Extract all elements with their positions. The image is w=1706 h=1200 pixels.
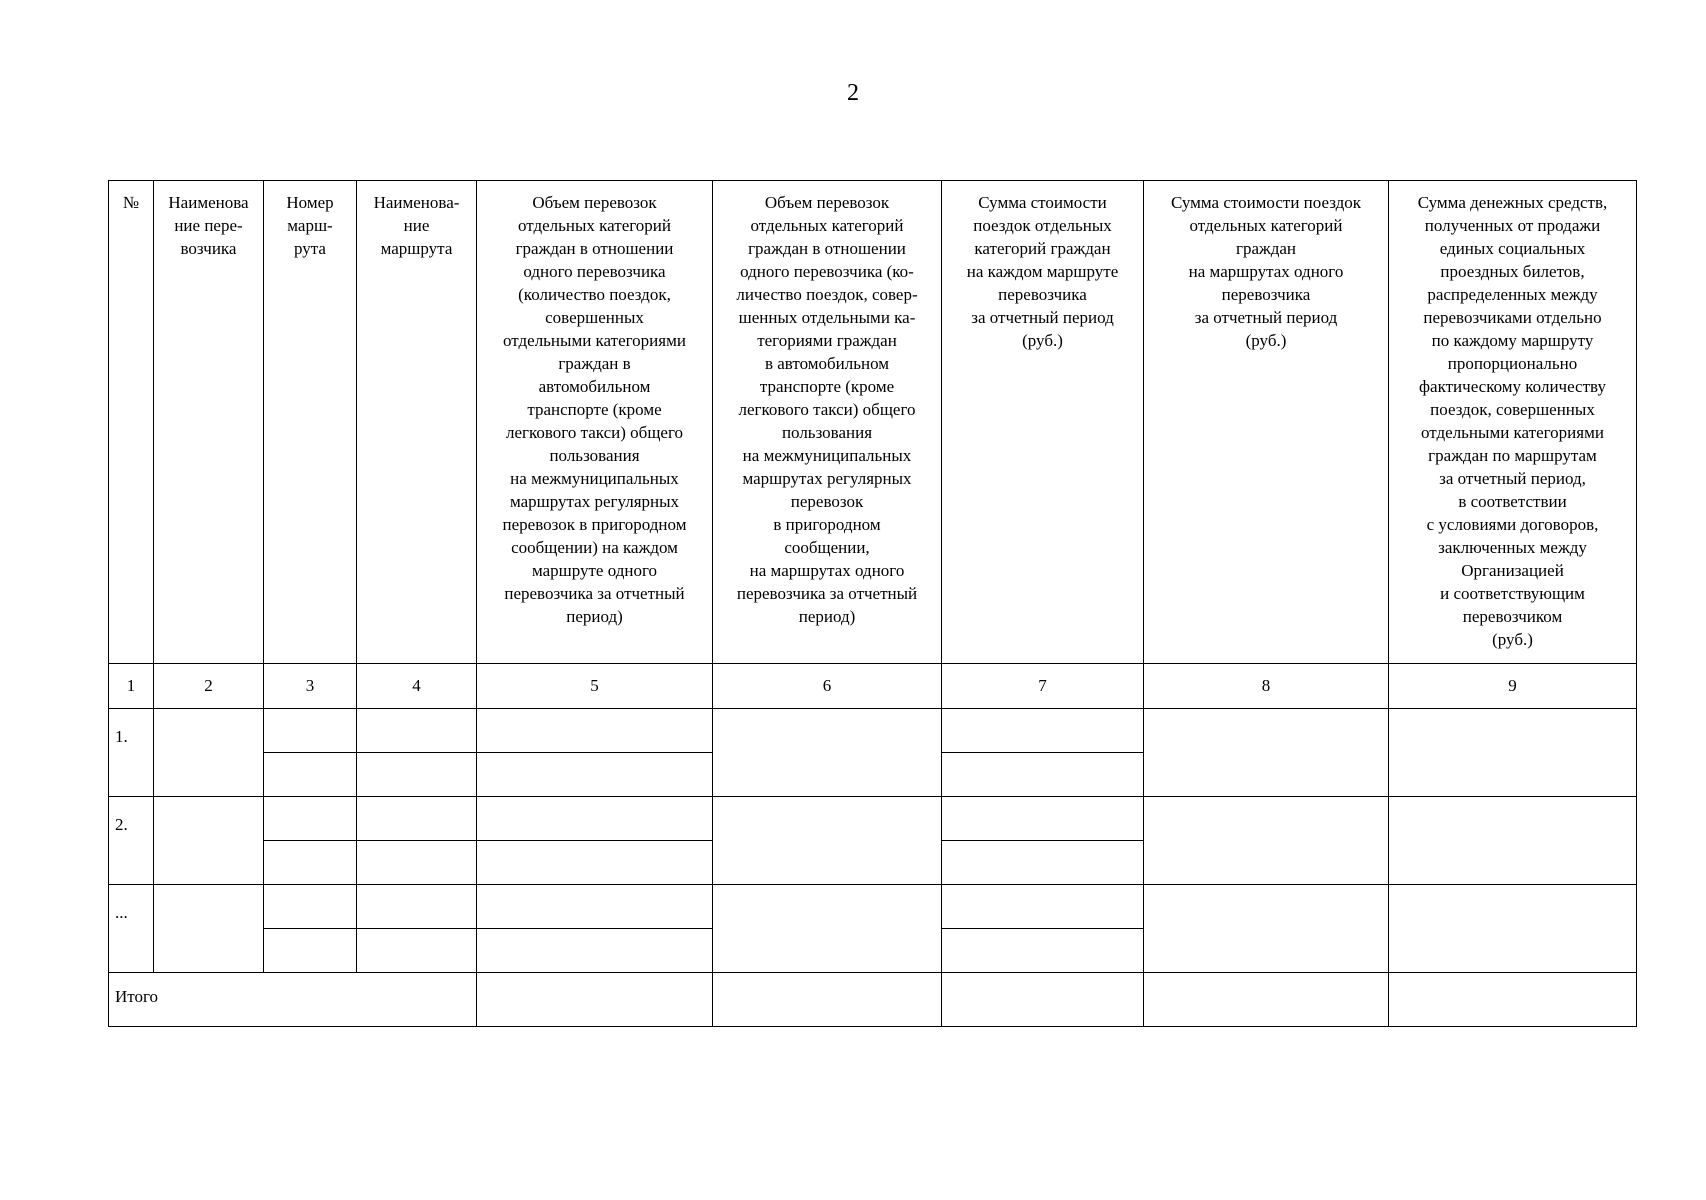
table-cell [713, 797, 942, 885]
column-number: 9 [1389, 664, 1637, 709]
column-number-row [109, 664, 1637, 709]
header-cell-route-name: Наименова- ние маршрута [357, 181, 477, 664]
total-label: Итого [109, 973, 477, 1027]
header-cell-route-number: Номер марш- рута [264, 181, 357, 664]
table-cell [477, 753, 713, 797]
table-cell [357, 929, 477, 973]
table-cell [154, 709, 264, 797]
header-cell-volume-per-route: Объем перевозок отдельных категорий граждан в отношении одного перевозчика (количество поездок, совершенных отдельными категориями граждан в автомобильном транспорте (кроме легкового такси) общего пользования на межмуниципальных маршрутах регулярных перевозок в пригородном сообщении) на каждом маршруте одного перевозчика за отчетный период) [477, 181, 713, 664]
table-cell [477, 841, 713, 885]
table-row [109, 797, 1637, 841]
table-cell [357, 753, 477, 797]
page-number: 2 [847, 80, 859, 106]
table-cell [1389, 973, 1637, 1027]
table-cell [264, 885, 357, 929]
table-cell [1144, 709, 1389, 797]
column-number: 5 [477, 664, 713, 709]
table-cell [477, 929, 713, 973]
table-cell [154, 885, 264, 973]
table-cell [1389, 709, 1637, 797]
table-cell [477, 885, 713, 929]
table-row [109, 709, 1637, 753]
table-cell [1389, 797, 1637, 885]
table-cell [357, 841, 477, 885]
table-cell [357, 709, 477, 753]
table-cell [942, 841, 1144, 885]
column-number: 2 [154, 664, 264, 709]
table-cell [942, 885, 1144, 929]
column-number: 8 [1144, 664, 1389, 709]
table-cell [942, 753, 1144, 797]
row-number: ... [109, 885, 154, 973]
table-cell [713, 973, 942, 1027]
table-cell [264, 797, 357, 841]
table-cell [942, 973, 1144, 1027]
header-row [109, 181, 1637, 664]
table-cell [942, 797, 1144, 841]
table-cell [942, 929, 1144, 973]
table-cell [264, 753, 357, 797]
table-cell [1144, 797, 1389, 885]
table-cell [357, 797, 477, 841]
header-cell-carrier-name: Наименова ние пере- возчика [154, 181, 264, 664]
table-cell [154, 797, 264, 885]
report-table [108, 180, 1637, 1027]
table-cell [713, 885, 942, 973]
row-number: 1. [109, 709, 154, 797]
row-number: 2. [109, 797, 154, 885]
table-cell [477, 973, 713, 1027]
column-number: 6 [713, 664, 942, 709]
table-row [109, 885, 1637, 929]
table-cell [1144, 885, 1389, 973]
total-row [109, 973, 1637, 1027]
table-cell [942, 709, 1144, 753]
table-cell [264, 929, 357, 973]
table-cell [357, 885, 477, 929]
table-cell [1144, 973, 1389, 1027]
header-cell-ticket-funds: Сумма денежных средств, полученных от продажи единых социальных проездных билетов, распределенных между перевозчиками отдельно по каждому маршруту пропорционально фактическому количеству поездок, совершенных отдельными категориями граждан по маршрутам за отчетный период, в соответствии с условиями договоров, заключенных между Организацией и соответствующим перевозчиком (руб.) [1389, 181, 1637, 664]
table-cell [477, 709, 713, 753]
table-cell [264, 709, 357, 753]
table-cell [1389, 885, 1637, 973]
column-number: 7 [942, 664, 1144, 709]
header-cell-volume-per-carrier: Объем перевозок отдельных категорий граждан в отношении одного перевозчика (ко- личество поездок, совер- шенных отдельными ка- тегориями граждан в автомобильном транспорте (кроме легкового такси) общего пользования на межмуниципальных маршрутах регулярных перевозок в пригородном сообщении, на маршрутах одного перевозчика за отчетный период) [713, 181, 942, 664]
table-cell [264, 841, 357, 885]
header-cell-cost-per-carrier: Сумма стоимости поездок отдельных категорий граждан на маршрутах одного перевозчика за отчетный период (руб.) [1144, 181, 1389, 664]
column-number: 1 [109, 664, 154, 709]
column-number: 4 [357, 664, 477, 709]
table-cell [713, 709, 942, 797]
column-number: 3 [264, 664, 357, 709]
header-cell-number: № [109, 181, 154, 664]
table-cell [477, 797, 713, 841]
header-cell-cost-per-route: Сумма стоимости поездок отдельных категорий граждан на каждом маршруте перевозчика за отчетный период (руб.) [942, 181, 1144, 664]
